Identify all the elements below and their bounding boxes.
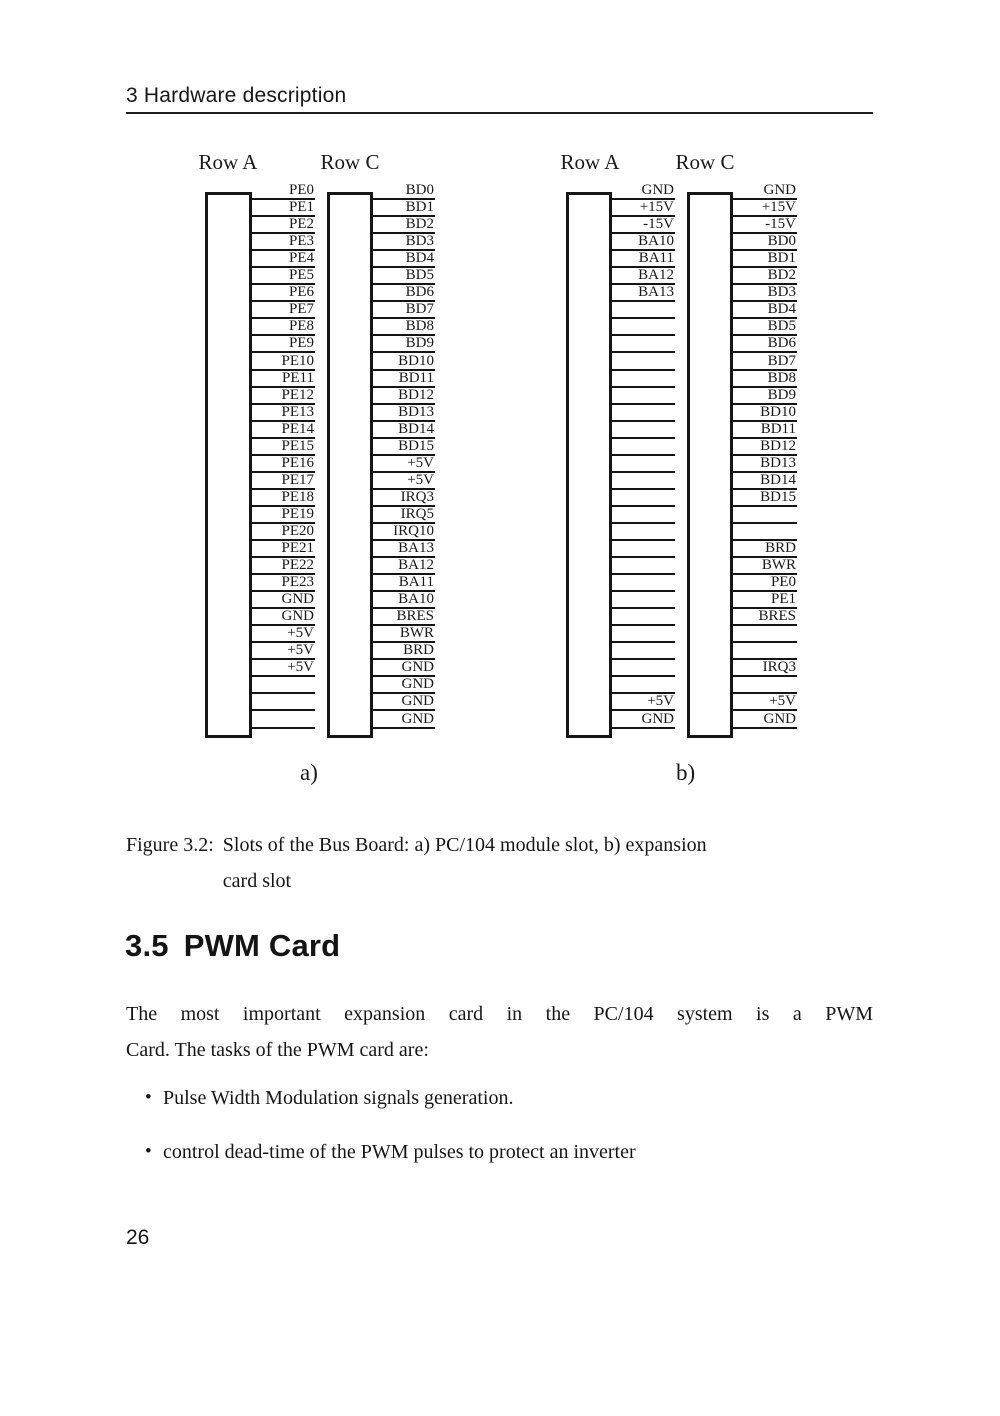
pin-row xyxy=(612,268,675,285)
diagram-sublabel-b: b) xyxy=(676,760,696,785)
pin-row xyxy=(733,592,797,609)
pin-label: BD8 xyxy=(405,318,434,335)
pin-row xyxy=(612,217,675,234)
slot-body-rect-rowA-b xyxy=(566,192,612,738)
pin-label: +5V xyxy=(647,693,674,710)
pin-row xyxy=(373,422,435,439)
pin-row xyxy=(373,234,435,251)
pin-label: BA12 xyxy=(638,267,674,284)
pin-label: PE19 xyxy=(281,505,314,522)
pin-row xyxy=(612,302,675,319)
pin-row xyxy=(612,711,675,728)
pin-label: GND xyxy=(763,182,796,199)
pin-column-rowC-a xyxy=(373,183,435,729)
pin-label: PE1 xyxy=(770,591,796,608)
pin-label: -15V xyxy=(643,216,674,233)
pin-row xyxy=(252,592,315,609)
pin-row xyxy=(373,541,435,558)
pin-row xyxy=(252,575,315,592)
figure-caption-label: Figure 3.2: xyxy=(126,834,214,856)
pin-row xyxy=(252,405,315,422)
pin-label: BA10 xyxy=(638,233,674,250)
pin-label: +5V xyxy=(407,454,434,471)
pin-row xyxy=(373,388,435,405)
pin-row xyxy=(612,439,675,456)
pin-row xyxy=(252,694,315,711)
pin-row xyxy=(733,456,797,473)
figure-caption-line2: card slot xyxy=(222,870,292,892)
pin-row xyxy=(373,251,435,268)
pin-label: PE3 xyxy=(288,233,314,250)
column-title-rowC-b: Row C xyxy=(675,150,735,174)
pin-label: +5V xyxy=(407,471,434,488)
pin-column-rowA-a xyxy=(252,183,315,729)
slot-body-rect-rowC-b xyxy=(687,192,733,738)
pin-row xyxy=(373,200,435,217)
pin-row xyxy=(733,575,797,592)
section-title: PWM Card xyxy=(183,928,341,963)
pin-label: IRQ3 xyxy=(762,659,796,676)
figure-caption-line1: Slots of the Bus Board: a) PC/104 module slot, b) expansion xyxy=(222,834,707,856)
pin-row xyxy=(612,422,675,439)
pin-row xyxy=(612,388,675,405)
pin-row xyxy=(373,643,435,660)
bullet-text: Pulse Width Modulation signals generation. xyxy=(163,1087,514,1109)
pin-label: BWR xyxy=(399,625,434,642)
pin-label: BA10 xyxy=(398,591,434,608)
pin-label: BD8 xyxy=(767,369,796,386)
pin-label: BWR xyxy=(761,557,796,574)
pin-label: BD9 xyxy=(405,335,434,352)
pin-row xyxy=(733,524,797,541)
pin-label: BD4 xyxy=(405,250,434,267)
pin-row xyxy=(733,371,797,388)
pin-row xyxy=(373,371,435,388)
pin-row xyxy=(612,405,675,422)
pin-row xyxy=(733,541,797,558)
pin-row xyxy=(733,473,797,490)
pin-label: BD14 xyxy=(760,471,796,488)
pin-row xyxy=(612,575,675,592)
bullet-text: control dead-time of the PWM pulses to protect an inverter xyxy=(163,1141,636,1163)
pin-row xyxy=(612,490,675,507)
pin-column-rowC-b xyxy=(733,183,797,729)
pin-label: BD5 xyxy=(767,318,796,335)
pin-label: BD6 xyxy=(405,284,434,301)
pin-label: PE11 xyxy=(282,369,314,386)
pin-row xyxy=(733,234,797,251)
pin-label: PE5 xyxy=(288,267,314,284)
pin-label: PE2 xyxy=(288,216,314,233)
pin-label: GND xyxy=(641,710,674,727)
pin-row xyxy=(733,285,797,302)
pin-label: GND xyxy=(401,693,434,710)
pin-row xyxy=(733,439,797,456)
pin-label: BD13 xyxy=(398,403,434,420)
column-title-rowA-a: Row A xyxy=(198,150,258,174)
pin-row xyxy=(252,217,315,234)
pin-row xyxy=(252,490,315,507)
pin-row xyxy=(373,319,435,336)
pin-label: PE13 xyxy=(281,403,314,420)
pin-row xyxy=(252,626,315,643)
pin-row xyxy=(252,711,315,728)
pin-row xyxy=(373,302,435,319)
pin-row xyxy=(373,507,435,524)
pin-label: GND xyxy=(401,659,434,676)
pin-row xyxy=(733,694,797,711)
pin-row xyxy=(252,558,315,575)
pin-label: PE0 xyxy=(288,182,314,199)
pin-row xyxy=(612,524,675,541)
bullet-marker-icon: • xyxy=(145,1087,152,1108)
pin-label: PE6 xyxy=(288,284,314,301)
pin-label: PE8 xyxy=(288,318,314,335)
pin-label: BD3 xyxy=(405,233,434,250)
column-title-rowC-a: Row C xyxy=(320,150,380,174)
pin-label: BD0 xyxy=(405,182,434,199)
pin-row xyxy=(373,456,435,473)
pin-label: BD15 xyxy=(760,488,796,505)
pin-label: BA13 xyxy=(398,540,434,557)
pin-label: BD1 xyxy=(767,250,796,267)
pin-row xyxy=(252,268,315,285)
pin-row xyxy=(252,439,315,456)
paragraph-line2: Card. The tasks of the PWM card are: xyxy=(126,1039,429,1061)
section-heading xyxy=(125,928,340,964)
pin-row xyxy=(252,183,315,200)
pin-row xyxy=(252,660,315,677)
pin-row xyxy=(373,609,435,626)
pin-label: PE18 xyxy=(281,488,314,505)
figure-caption-text xyxy=(223,827,874,899)
pin-label: BRES xyxy=(758,608,796,625)
pin-row xyxy=(612,251,675,268)
pin-row xyxy=(612,694,675,711)
pin-label: BRD xyxy=(403,642,434,659)
pin-label: GND xyxy=(281,608,314,625)
pin-label: +5V xyxy=(287,642,314,659)
pin-label: BA13 xyxy=(638,284,674,301)
pin-label: PE14 xyxy=(281,420,314,437)
pin-label: BD11 xyxy=(398,369,434,386)
pin-row xyxy=(733,268,797,285)
pin-row xyxy=(252,677,315,694)
pin-label: BD6 xyxy=(767,335,796,352)
pin-row xyxy=(612,285,675,302)
pin-row xyxy=(733,711,797,728)
pin-row xyxy=(733,490,797,507)
pin-row xyxy=(612,677,675,694)
pin-row xyxy=(733,626,797,643)
pin-label: PE0 xyxy=(770,574,796,591)
pin-row xyxy=(612,200,675,217)
pin-row xyxy=(252,473,315,490)
pin-label: BD14 xyxy=(398,420,434,437)
pin-label: BD10 xyxy=(398,352,434,369)
pin-label: PE23 xyxy=(281,574,314,591)
bullet-marker-icon: • xyxy=(145,1141,152,1162)
pin-label: BD15 xyxy=(398,437,434,454)
pin-label: GND xyxy=(641,182,674,199)
pin-label: BD11 xyxy=(760,420,796,437)
pin-row xyxy=(733,422,797,439)
pin-label: BD0 xyxy=(767,233,796,250)
section-number: 3.5 xyxy=(125,928,169,963)
pin-row xyxy=(733,388,797,405)
pin-row xyxy=(733,507,797,524)
pin-label: BD7 xyxy=(405,301,434,318)
pin-label: BA11 xyxy=(398,574,434,591)
pin-label: PE7 xyxy=(288,301,314,318)
pin-label: PE12 xyxy=(281,386,314,403)
pin-label: GND xyxy=(763,710,796,727)
pin-label: PE21 xyxy=(281,540,314,557)
pin-row xyxy=(733,558,797,575)
pin-row xyxy=(373,336,435,353)
pin-row xyxy=(373,183,435,200)
pin-row xyxy=(373,405,435,422)
pin-label: BD2 xyxy=(405,216,434,233)
pin-row xyxy=(252,541,315,558)
pin-row xyxy=(733,643,797,660)
bullet-item-2 xyxy=(145,1140,885,1164)
pin-row xyxy=(252,285,315,302)
figure-caption xyxy=(126,827,874,899)
pin-label: BD1 xyxy=(405,199,434,216)
pin-row xyxy=(733,200,797,217)
paragraph-line1: The most important expansion card in the PC/104 system is a PWM xyxy=(126,1003,873,1025)
pin-label: +5V xyxy=(769,693,796,710)
pin-label: PE10 xyxy=(281,352,314,369)
pin-label: +5V xyxy=(287,625,314,642)
pin-label: BD10 xyxy=(760,403,796,420)
pin-row xyxy=(612,660,675,677)
pin-label: -15V xyxy=(765,216,796,233)
pin-label: +15V xyxy=(761,199,796,216)
pin-row xyxy=(612,319,675,336)
pin-row xyxy=(252,319,315,336)
pin-label: IRQ5 xyxy=(400,505,434,522)
pin-row xyxy=(373,490,435,507)
pin-row xyxy=(252,234,315,251)
pin-label: PE17 xyxy=(281,471,314,488)
pin-label: IRQ10 xyxy=(393,522,434,539)
pin-row xyxy=(252,388,315,405)
pin-row xyxy=(252,353,315,370)
pin-row xyxy=(373,660,435,677)
pin-row xyxy=(373,524,435,541)
pin-row xyxy=(612,558,675,575)
pin-label: +5V xyxy=(287,659,314,676)
pin-row xyxy=(373,473,435,490)
pin-row xyxy=(252,524,315,541)
pin-row xyxy=(373,677,435,694)
pin-label: BD12 xyxy=(760,437,796,454)
pin-row xyxy=(733,217,797,234)
pin-label: BA12 xyxy=(398,557,434,574)
pin-row xyxy=(252,456,315,473)
pin-row xyxy=(252,643,315,660)
pin-row xyxy=(612,353,675,370)
pin-row xyxy=(373,711,435,728)
pin-row xyxy=(252,336,315,353)
slot-body-rect-rowC-a xyxy=(327,192,373,738)
pin-label: +15V xyxy=(639,199,674,216)
slot-body-rect-rowA-a xyxy=(205,192,252,738)
pin-row xyxy=(612,626,675,643)
pin-row xyxy=(373,558,435,575)
pin-label: PE22 xyxy=(281,557,314,574)
pin-column-rowA-b xyxy=(612,183,675,729)
pin-row xyxy=(733,609,797,626)
pin-row xyxy=(373,694,435,711)
pin-row xyxy=(612,183,675,200)
pin-label: PE20 xyxy=(281,522,314,539)
pin-row xyxy=(252,302,315,319)
pin-row xyxy=(252,507,315,524)
pin-label: BRES xyxy=(396,608,434,625)
pin-row xyxy=(612,336,675,353)
pin-row xyxy=(612,643,675,660)
pin-label: PE4 xyxy=(288,250,314,267)
header-rule xyxy=(126,112,873,114)
body-paragraph xyxy=(126,996,873,1068)
column-title-rowA-b: Row A xyxy=(560,150,620,174)
pin-label: GND xyxy=(281,591,314,608)
pin-row xyxy=(733,319,797,336)
pin-row xyxy=(733,405,797,422)
pin-label: GND xyxy=(401,710,434,727)
pin-label: BD12 xyxy=(398,386,434,403)
pin-label: PE9 xyxy=(288,335,314,352)
pin-row xyxy=(252,251,315,268)
pin-row xyxy=(733,660,797,677)
pin-row xyxy=(373,575,435,592)
pin-row xyxy=(733,677,797,694)
pin-label: PE16 xyxy=(281,454,314,471)
pin-label: IRQ3 xyxy=(400,488,434,505)
pin-row xyxy=(612,371,675,388)
pin-row xyxy=(373,268,435,285)
pin-row xyxy=(373,217,435,234)
pin-row xyxy=(612,456,675,473)
pin-label: BD9 xyxy=(767,386,796,403)
pin-label: BD3 xyxy=(767,284,796,301)
pin-row xyxy=(612,541,675,558)
running-head-title: 3 Hardware description xyxy=(126,84,347,107)
pin-label: BRD xyxy=(765,540,796,557)
pin-label: GND xyxy=(401,676,434,693)
pin-row xyxy=(252,609,315,626)
pin-row xyxy=(733,353,797,370)
pin-label: BD13 xyxy=(760,454,796,471)
pin-row xyxy=(373,285,435,302)
pin-row xyxy=(612,507,675,524)
pin-row xyxy=(373,439,435,456)
diagram-sublabel-a: a) xyxy=(300,760,318,785)
pin-row xyxy=(733,183,797,200)
pin-row xyxy=(373,592,435,609)
page-number: 26 xyxy=(126,1226,150,1249)
pin-label: PE1 xyxy=(288,199,314,216)
pin-row xyxy=(733,302,797,319)
pin-label: BD2 xyxy=(767,267,796,284)
pin-label: PE15 xyxy=(281,437,314,454)
pin-row xyxy=(733,251,797,268)
pin-row xyxy=(612,592,675,609)
pin-row xyxy=(252,200,315,217)
pin-row xyxy=(373,626,435,643)
pin-row xyxy=(612,234,675,251)
pin-row xyxy=(252,422,315,439)
pin-row xyxy=(373,353,435,370)
pin-label: BD4 xyxy=(767,301,796,318)
pin-label: BD5 xyxy=(405,267,434,284)
pin-row xyxy=(612,473,675,490)
pin-row xyxy=(733,336,797,353)
pin-row xyxy=(252,371,315,388)
pin-label: BA11 xyxy=(638,250,674,267)
bullet-item-1 xyxy=(145,1086,885,1110)
pin-row xyxy=(612,609,675,626)
pin-label: BD7 xyxy=(767,352,796,369)
